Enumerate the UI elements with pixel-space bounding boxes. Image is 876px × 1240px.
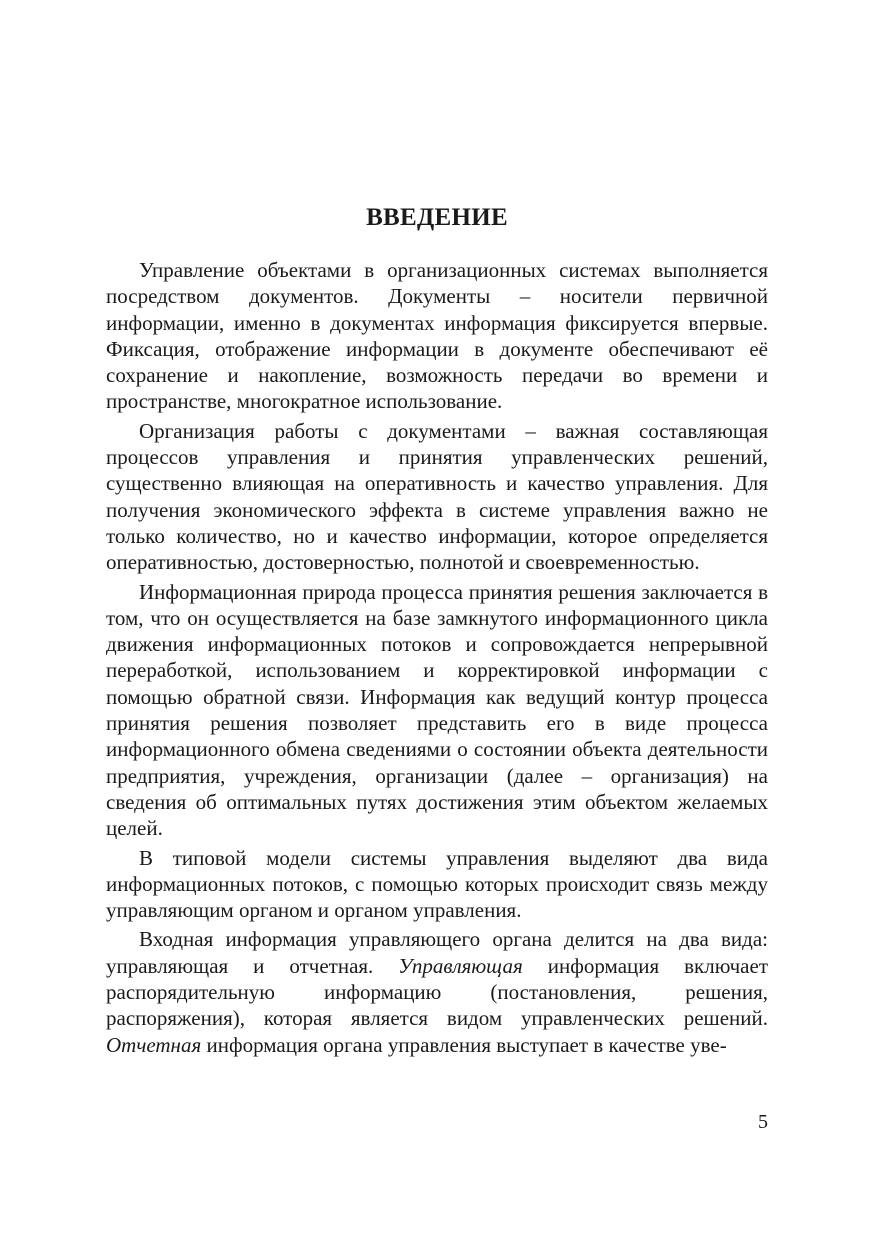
term-otchetnaya: Отчетная bbox=[106, 1032, 202, 1057]
paragraph-3: Информационная природа процесса принятия решения заключается в том, что он осуществляется на базе замкнутого информационного цикла движения информационных потоков и сопровождается непрерывной переработкой, использованием и корректировкой информации с помощью обратной связи. Информация как ведущий контур процесса принятия решения позволяет представить его в виде процесса информационного обмена сведениями о состоянии объекта деятельности предприятия, учреждения, организации (далее – организация) на сведения об оптимальных путях достижения этим объектом желаемых целей. bbox=[106, 579, 768, 841]
paragraph-5-text-3: информация органа управления выступает в качестве уве- bbox=[201, 1032, 727, 1057]
paragraph-5 bbox=[106, 926, 768, 1057]
paragraph-5-text-2: информация включает распорядительную информацию (постановления, решения, распоряжения), которая является видом управленческих решений. bbox=[106, 953, 769, 1031]
paragraph-2: Организация работы с документами – важная составляющая процессов управления и принятия управленческих решений, существенно влияющая на оперативность и качество управления. Для получения экономического эффекта в системе управления важно не только количество, но и качество информации, которое определяется оперативностью, достоверностью, полнотой и своевременностью. bbox=[106, 418, 768, 575]
paragraph-5-text-1: Входная информация управляющего органа делится на два вида: управляющая и отчетная. bbox=[106, 927, 768, 978]
body-text bbox=[106, 257, 768, 1058]
page-title: ВВЕДЕНИЕ bbox=[366, 204, 508, 231]
page-number: 5 bbox=[758, 1111, 768, 1133]
document-page bbox=[106, 0, 768, 1240]
paragraph-1: Управление объектами в организационных системах выполняется посредством документов. Документы – носители первичной информации, именно в документах информация фиксируется впервые. Фиксация, отображение информации в документе обеспечивают её сохранение и накопление, возможность передачи во времени и пространстве, многократное использование. bbox=[106, 258, 768, 414]
term-upravlyayushchaya: Управляющая bbox=[398, 953, 523, 978]
paragraph-4: В типовой модели системы управления выделяют два вида информационных потоков, с помощью которых происходит связь между управляющим органом и органом управления. bbox=[106, 845, 768, 923]
